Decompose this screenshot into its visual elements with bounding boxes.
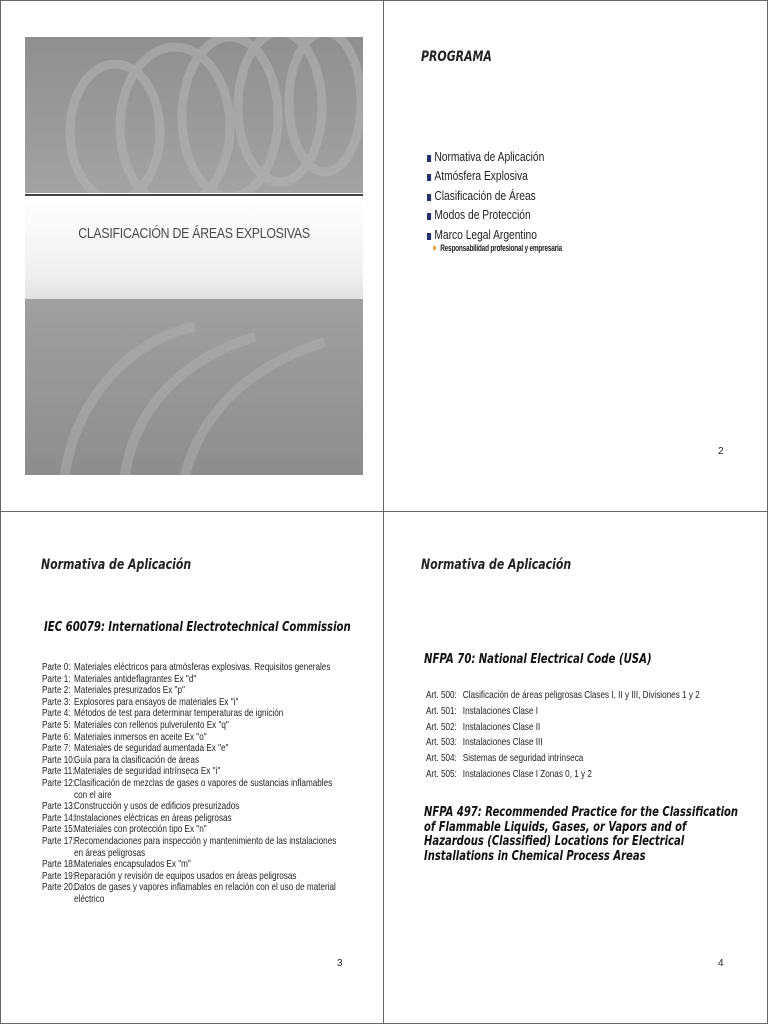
list-item: [426, 704, 700, 720]
part-text: Materiales con protección tipo Ex "n": [74, 824, 207, 836]
nfpa70-code: NFPA 70:: [424, 652, 476, 667]
page-number: 4: [718, 958, 724, 969]
article-text: Clasificación de áreas peligrosas Clases I, II y III, Divisiones 1 y 2: [462, 690, 700, 701]
list-item: [427, 147, 544, 167]
article-text: Instalaciones Clase I: [462, 705, 539, 717]
list-item: [42, 882, 338, 905]
title-band-rule: [25, 194, 363, 196]
list-item: [42, 732, 338, 744]
list-item: [427, 206, 544, 226]
slide-2-programa: [384, 0, 767, 511]
article-label: Art. 502:: [426, 721, 457, 733]
cover-title: CLASIFICACIÓN DE ÁREAS EXPLOSIVAS: [78, 225, 310, 242]
slide-1-cover: [0, 0, 383, 511]
part-label: Parte 11:: [42, 766, 75, 778]
part-text: Explosores para ensayos de materiales Ex "i": [74, 696, 239, 708]
part-label: Parte 1:: [42, 673, 71, 685]
standard-name: International Electrotechnical Commission: [108, 620, 351, 635]
part-label: Parte 3:: [42, 696, 71, 708]
part-text: Guía para la clasificación de áreas: [74, 754, 200, 766]
list-item-label: Atmósfera Explosiva: [434, 169, 528, 184]
list-item: [42, 674, 338, 686]
slide-heading: PROGRAMA: [421, 49, 492, 65]
article-text: Sistemas de seguridad intrínseca: [462, 753, 584, 765]
nfpa70-name: National Electrical Code (USA): [478, 652, 652, 667]
list-item: [42, 801, 338, 813]
part-text: Métodos de test para determinar temperaturas de ignición: [74, 708, 284, 720]
list-item: [427, 225, 544, 245]
square-bullet-icon: [427, 213, 431, 220]
part-text: Materiales eléctricos para atmósferas explosivas. Requisitos generales: [74, 662, 331, 673]
list-item: [42, 778, 338, 801]
list-item: [42, 720, 338, 732]
list-item: [42, 697, 338, 709]
page-number: 2: [718, 446, 724, 457]
part-label: Parte 5:: [42, 719, 71, 731]
title-band: [25, 193, 363, 299]
part-text: Recomendaciones para inspección y mantenimiento de las instalaciones en áreas peligrosas: [74, 835, 337, 859]
slide-4-nfpa: [384, 512, 767, 1023]
part-label: Parte 20:: [42, 882, 76, 894]
cover-image: [25, 37, 363, 475]
article-text: Instalaciones Clase I Zonas 0, 1 y 2: [462, 768, 592, 780]
part-text: Materiales presurizados Ex "p": [74, 685, 185, 697]
parts-list: [42, 662, 342, 905]
slide-heading: Normativa de Aplicación: [41, 557, 192, 573]
article-label: Art. 501:: [426, 705, 457, 717]
articles-list: [426, 688, 767, 783]
part-text: Instalaciones eléctricas en áreas peligrosas: [74, 812, 232, 824]
square-bullet-icon: [427, 194, 431, 201]
list-item: [42, 813, 338, 825]
nfpa70-title: [424, 652, 652, 667]
article-label: Art. 500:: [426, 690, 457, 701]
small-bullet-icon: [433, 246, 436, 250]
part-label: Parte 17:: [42, 835, 76, 847]
list-item-label: Modos de Protección: [434, 208, 531, 223]
part-label: Parte 7:: [42, 743, 71, 755]
part-label: Parte 13:: [42, 801, 76, 813]
square-bullet-icon: [427, 155, 431, 162]
slide-heading: Normativa de Aplicación: [421, 557, 572, 573]
part-text: Materiales con rellenos pulverulento Ex "q": [74, 719, 229, 731]
article-text: Instalaciones Clase III: [462, 737, 543, 749]
part-label: Parte 2:: [42, 685, 71, 697]
list-item-label: Marco Legal Argentino: [434, 227, 537, 242]
part-label: Parte 12:: [42, 777, 76, 789]
list-item: [426, 767, 700, 783]
part-label: Parte 10:: [42, 754, 76, 766]
article-label: Art. 505:: [426, 768, 457, 780]
list-item: [426, 720, 700, 736]
part-label: Parte 19:: [42, 870, 76, 882]
standard-code: IEC 60079:: [44, 620, 106, 635]
list-item: [42, 824, 338, 836]
list-item: [42, 662, 338, 674]
part-label: Parte 15:: [42, 824, 76, 836]
list-item: [42, 708, 338, 720]
part-text: Materiales antideflagrantes Ex "d": [74, 673, 197, 685]
square-bullet-icon: [427, 233, 431, 240]
part-text: Datos de gases y vapores inflamables en relación con el uso de material eléctrico: [74, 882, 336, 905]
list-item: [427, 186, 544, 206]
list-item: [42, 836, 338, 859]
article-label: Art. 503:: [426, 737, 457, 749]
part-text: Clasificación de mezclas de gases o vapores de sustancias inflamables con el aire: [74, 777, 333, 801]
sub-list-item: [433, 243, 562, 253]
part-label: Parte 0:: [42, 662, 71, 673]
list-item: [42, 871, 338, 883]
nfpa497-block: [424, 806, 747, 864]
slide-3-iec: [0, 512, 383, 1023]
list-item: [427, 167, 544, 187]
program-list: [427, 147, 570, 245]
list-item: [42, 743, 338, 755]
nfpa497-code: NFPA 497:: [424, 805, 482, 820]
part-label: Parte 14:: [42, 812, 76, 824]
part-label: Parte 6:: [42, 731, 71, 743]
part-text: Materiales de seguridad intrínseca Ex "i": [74, 766, 221, 778]
list-item-label: Clasificación de Áreas: [434, 188, 536, 203]
article-text: Instalaciones Clase II: [462, 721, 541, 733]
article-label: Art. 504:: [426, 753, 457, 765]
part-label: Parte 4:: [42, 708, 71, 720]
list-item: [426, 735, 700, 751]
list-item: [42, 685, 338, 697]
standard-title: [44, 620, 351, 635]
part-text: Reparación y revisión de equipos usados en áreas peligrosas: [74, 870, 297, 882]
list-item: [42, 766, 338, 778]
part-text: Construcción y usos de edificios presurizados: [74, 801, 240, 813]
part-text: Materiales de seguridad aumentada Ex "e": [74, 743, 229, 755]
page-number: 3: [337, 958, 343, 969]
list-item: [426, 751, 700, 767]
part-text: Materiales inmersos en aceite Ex "o": [74, 731, 207, 743]
part-text: Materiales encapsulados Ex "m": [74, 859, 191, 871]
list-item: [42, 755, 338, 767]
list-item: [42, 859, 338, 871]
part-label: Parte 18:: [42, 859, 76, 871]
nfpa497-text: Recommended Practice for the Classification of Flammable Liquids, Gases, or Vapors and of Hazardous (Classified) Locations for Electrical Installations in Chemical Process Areas: [424, 805, 739, 864]
sub-list-item-label: Responsabilidad profesional y empresaria: [440, 243, 562, 253]
list-item: [426, 688, 700, 704]
list-item-label: Normativa de Aplicación: [434, 149, 545, 164]
square-bullet-icon: [427, 174, 431, 181]
